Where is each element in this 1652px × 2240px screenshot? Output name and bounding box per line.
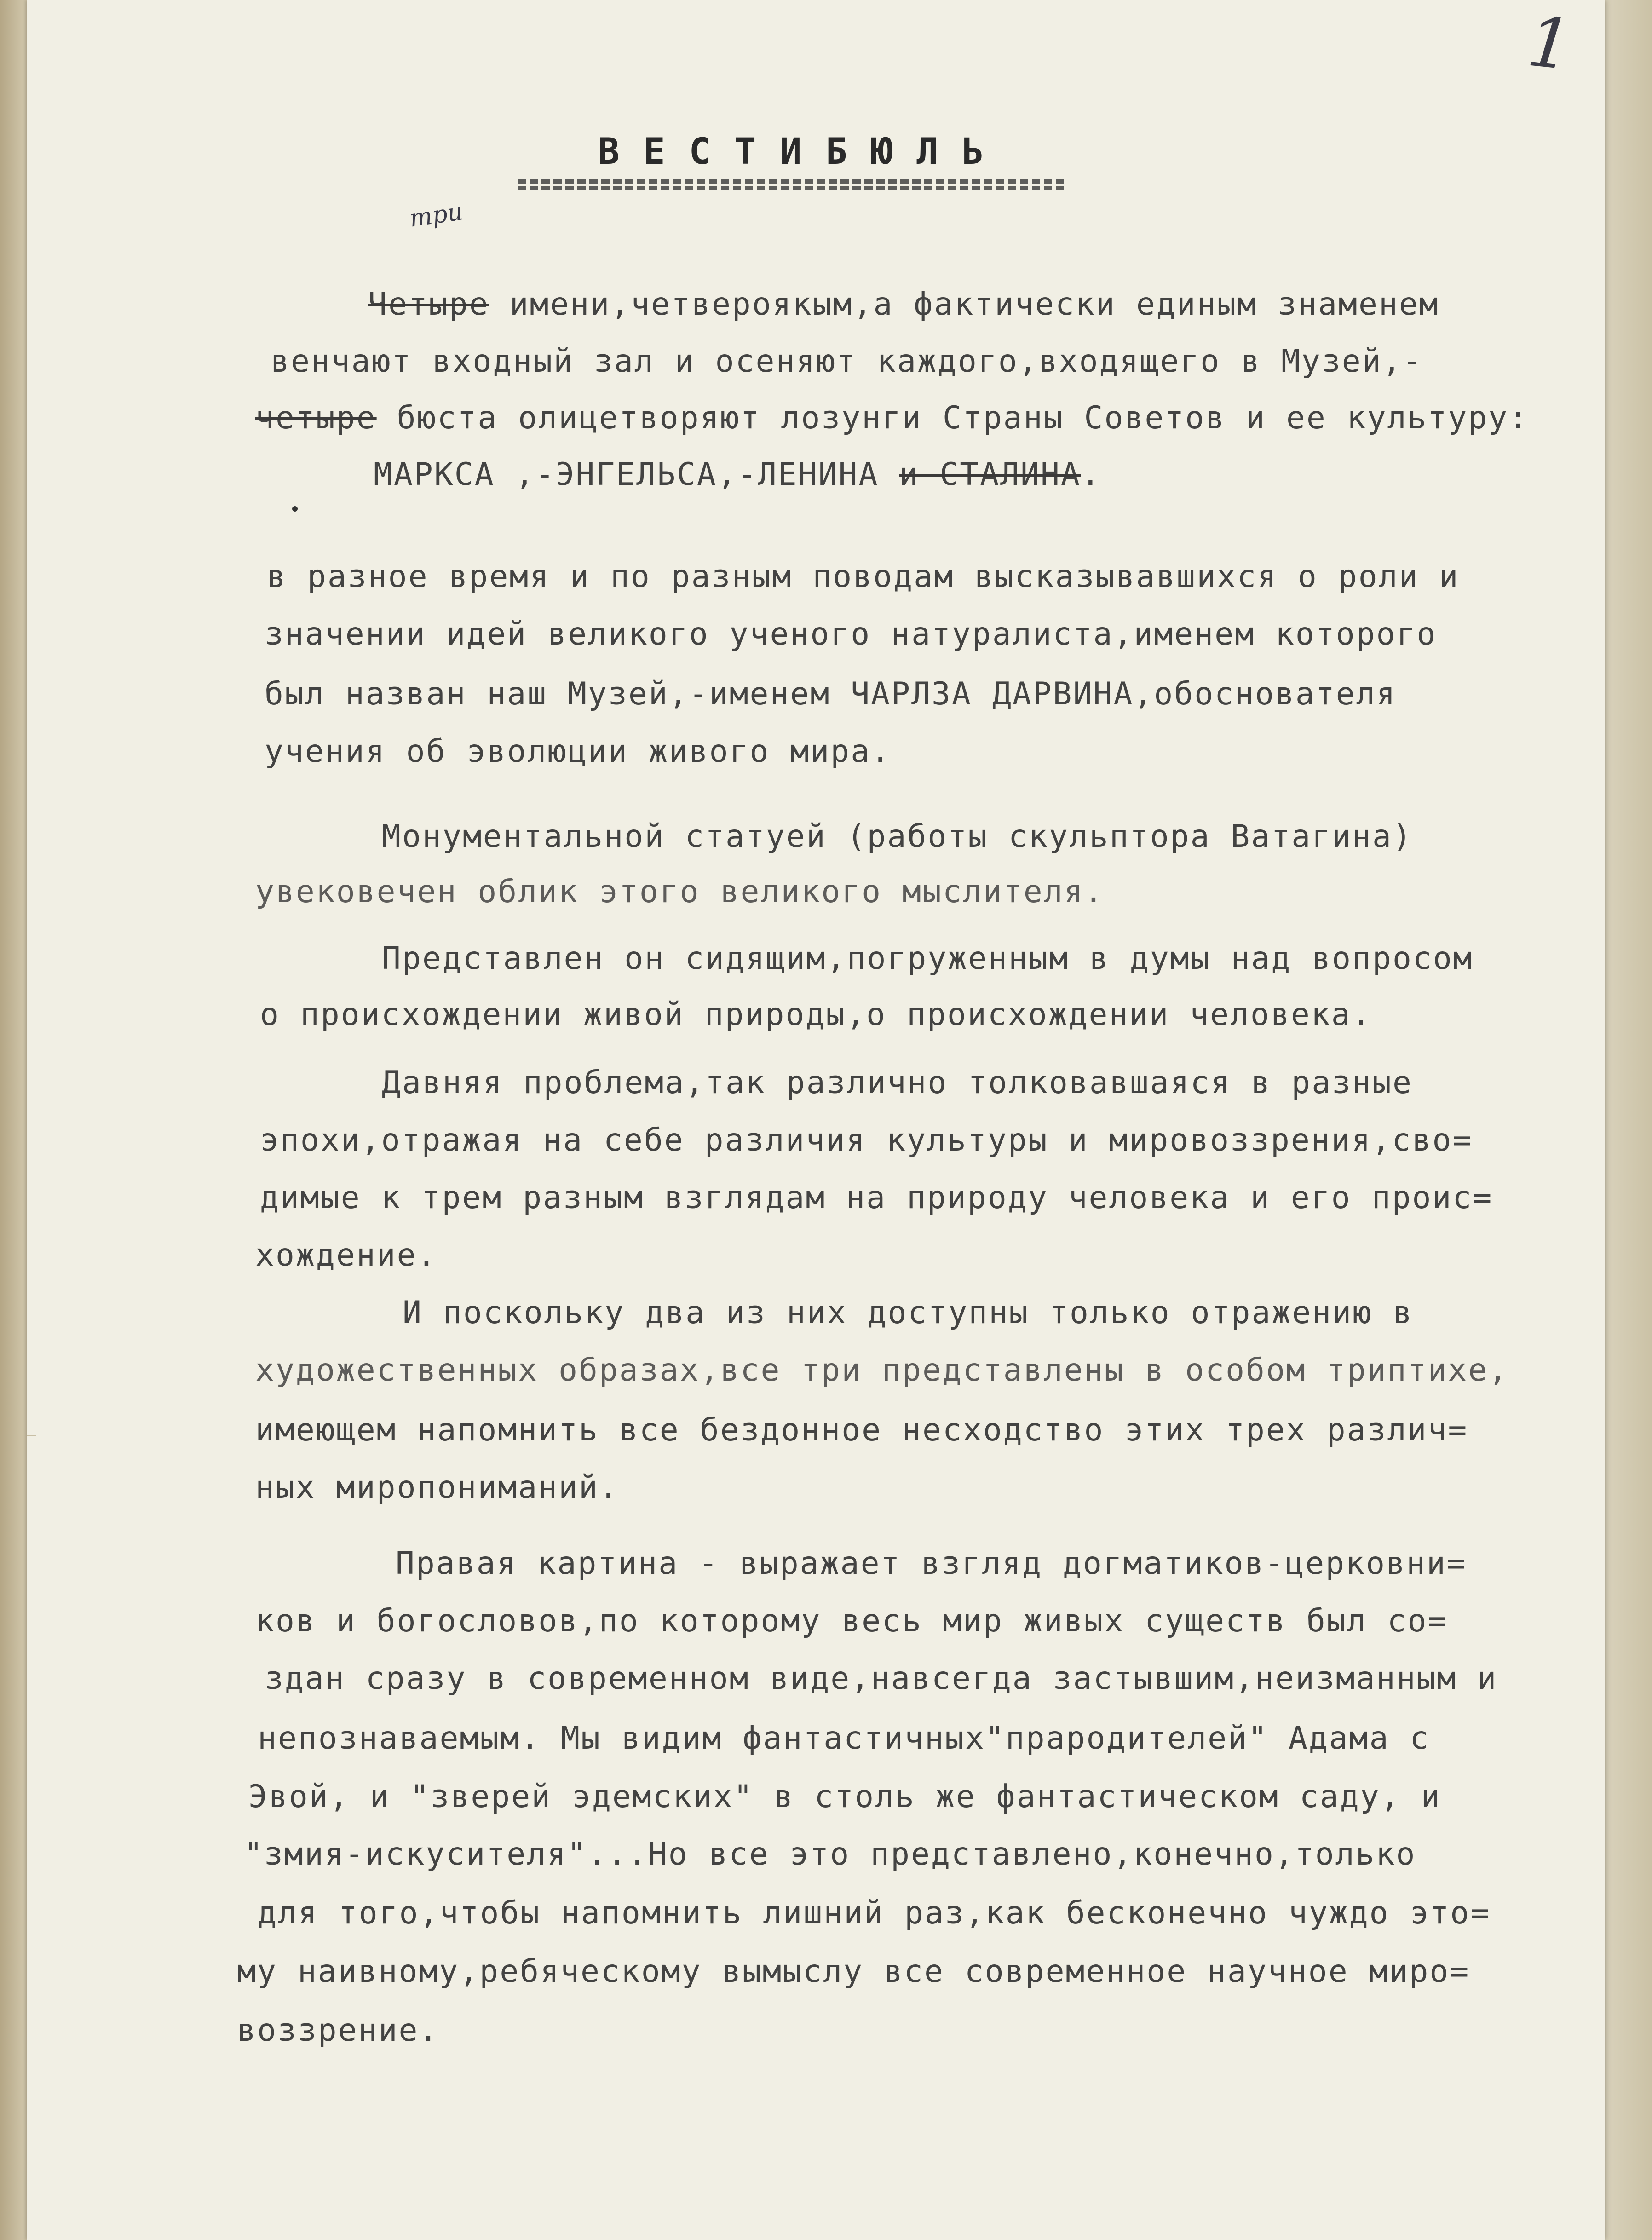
text-line: значении идей великого ученого натуралиста,именем которого [265,616,1437,652]
text-line: "змия-искусителя"...Но все это представлено,конечно,только [244,1836,1416,1872]
page-title: ВЕСТИБЮЛЬ [598,131,1008,173]
text-line: Монументальной статуей (работы скульптора Ватагина) [382,818,1413,855]
text-line: Представлен он сидящим,погруженным в думы над вопросом [382,940,1474,977]
text-line: Четыре имени,четвероякым,а фактически единым знаменем [368,286,1439,322]
text-line: му наивному,ребяческому вымыслу все современное научное миро= [237,1953,1470,1990]
text-line: ков и богословов,по которому весь мир живых существ был со= [255,1603,1448,1639]
text-line: о происхождении живой природы,о происхождении человека. [260,996,1372,1033]
struck-word: Четыре [368,286,489,322]
text-line: венчают входный зал и осеняют каждого,входящего в Музей,- [271,343,1423,380]
text-line: здан сразу в современном виде,навсегда застывшим,неизманным и [265,1660,1498,1697]
fold-mark [27,1435,36,1436]
title-underline [518,179,1065,190]
text-line: И поскольку два из них доступны только отражению в [403,1295,1413,1331]
text-line: воззрение. [237,2012,439,2049]
struck-name: и СТАЛИНА [899,456,1081,493]
text-line: художественных образах,все три представлены в особом триптихе, [255,1352,1509,1388]
text-line: четыре бюста олицетворяют лозунги Страны Советов и ее культуру: [255,400,1529,436]
underlying-sheet-edge [1601,0,1652,2240]
text-line: ных миропониманий. [255,1469,619,1506]
text-line: хождение. [255,1237,437,1273]
text-line: в разное время и по разным поводам высказывавшихся о роли и [267,559,1460,595]
text-line: Давняя проблема,так различно толковавшаяся в разные [382,1065,1413,1101]
text-line: учения об эволюции живого мира. [265,733,892,770]
text-line: Правая картина - выражает взгляд догматиков-церковни= [396,1545,1467,1582]
struck-word: четыре [255,400,377,436]
text-line: эпохи,отражая на себе различия культуры и мировоззрения,сво= [260,1122,1473,1158]
text-line: увековечен облик этого великого мыслителя. [255,874,1105,910]
handwritten-correction: три [408,198,465,233]
text-line: был назван наш Музей,-именем ЧАРЛЗА ДАРВИНА,обоснователя [265,676,1397,712]
text-line: непознаваемым. Мы видим фантастичных"прародителей" Адама с [258,1720,1430,1756]
text-line: для того,чтобы напомнить лишний раз,как бесконечно чуждо это= [258,1895,1491,1931]
text-line: Эвой, и "зверей эдемских" в столь же фантастическом саду, и [248,1779,1441,1815]
text-line: МАРКСА ,-ЭНГЕЛЬСА,-ЛЕНИНА и СТАЛИНА. [374,456,1101,493]
ink-dot [292,506,298,512]
page-number: 1 [1523,1,1576,86]
text-line: имеющем напомнить все бездонное несходство этих трех различ= [255,1412,1468,1448]
text-line: димые к трем разным взглядам на природу человека и его проис= [260,1180,1493,1216]
